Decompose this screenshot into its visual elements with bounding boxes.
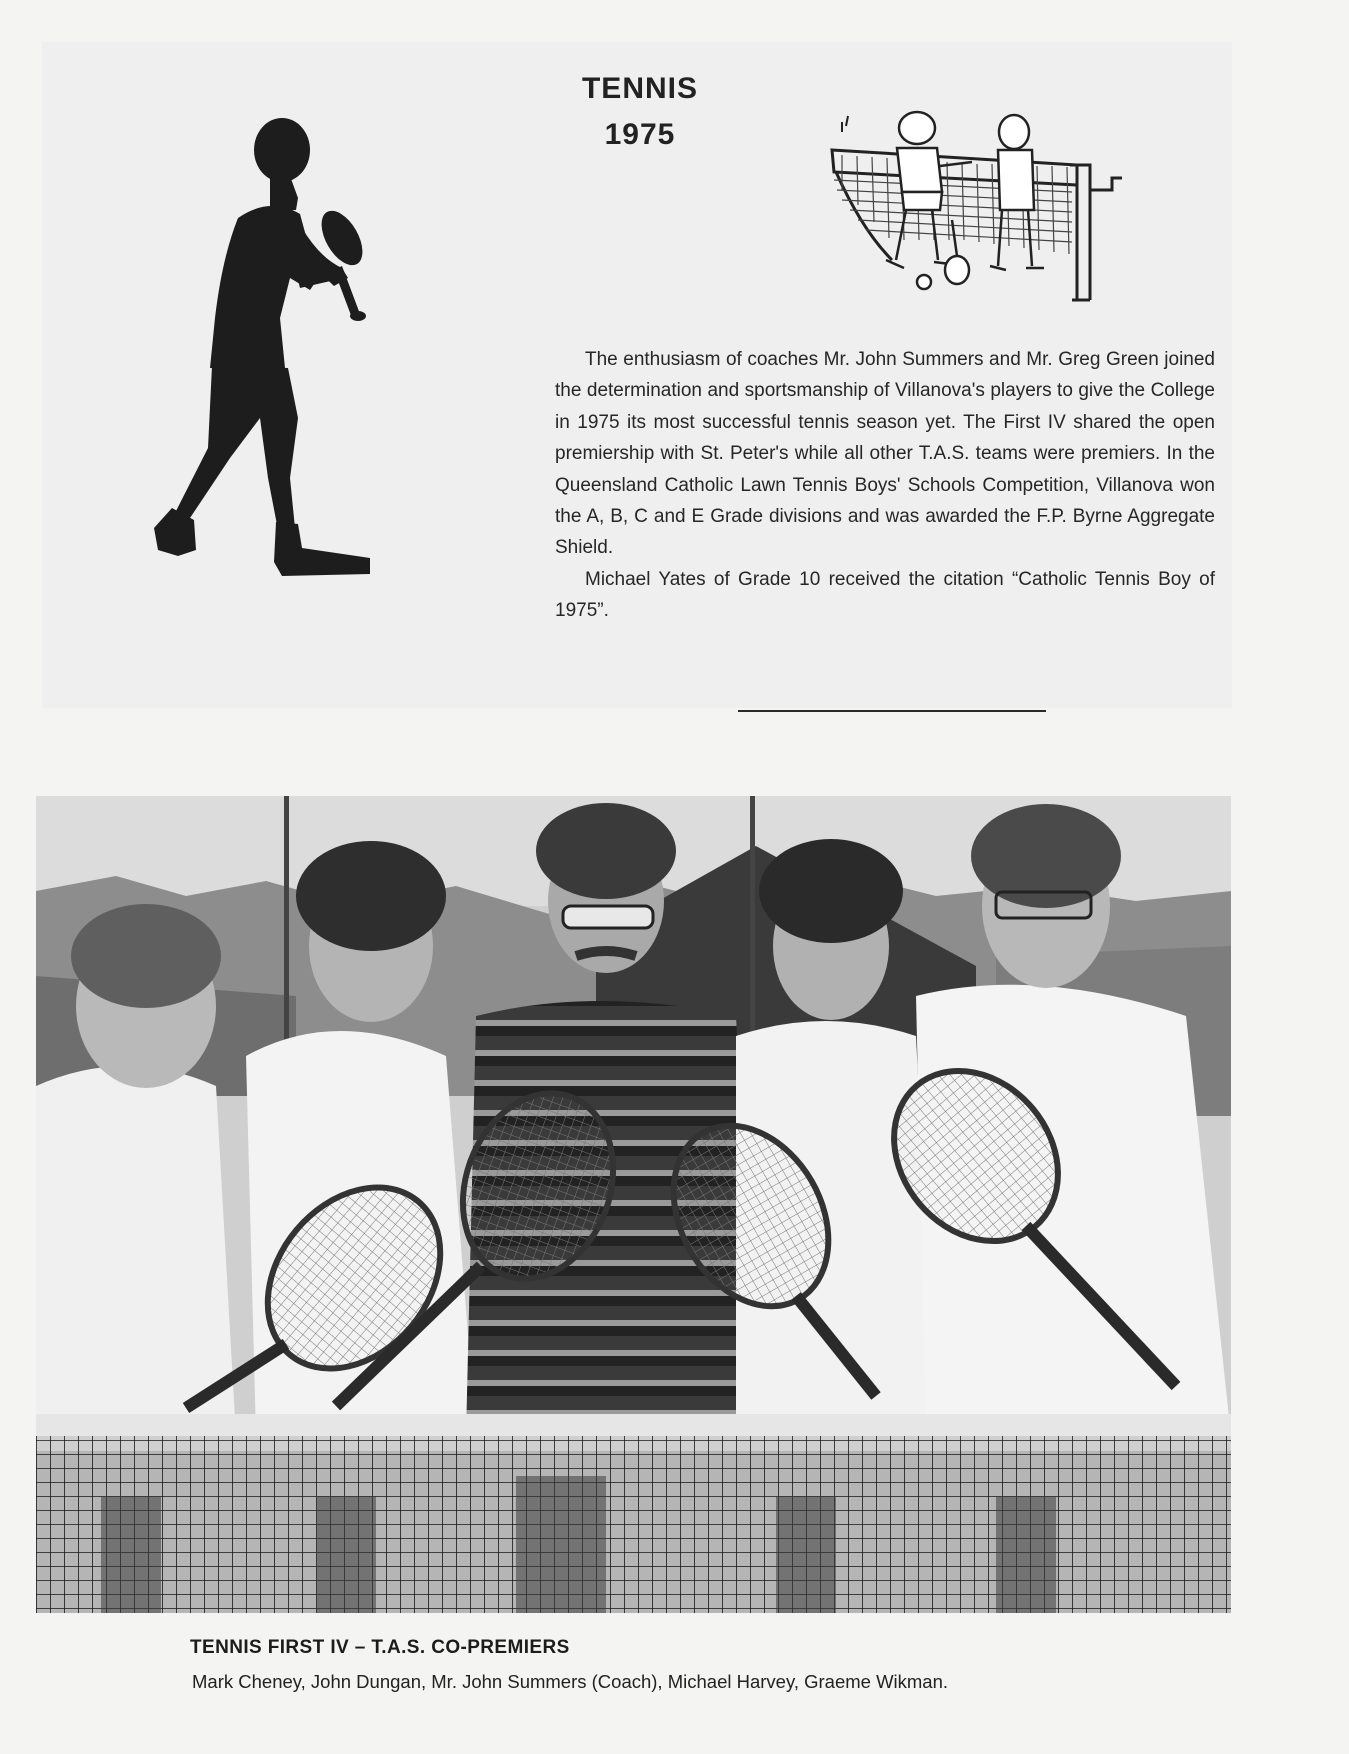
- tennis-player-silhouette-icon: [120, 118, 400, 578]
- article-paragraph-2: Michael Yates of Grade 10 received the citation “Catholic Tennis Boy of 1975”.: [555, 568, 1215, 622]
- team-photo: [36, 796, 1231, 1613]
- photo-caption-title: TENNIS FIRST IV – T.A.S. CO-PREMIERS: [190, 1637, 570, 1658]
- article-paragraph-1: The enthusiasm of coaches Mr. John Summers and Mr. Greg Green joined the determination and sportsmanship of Villanova's players to give the College in 1975 its most successful tennis season yet. The First IV shared the open premiership with St. Peter's while all other T.A.S. teams were premiers. In the Queensland Catholic Lawn Tennis Boys' Schools Competition, Villanova won the A, B, C and E Grade divisions and was awarded the F.P. Byrne Aggregate Shield.: [555, 349, 1215, 559]
- tennis-cartoon-icon: [822, 110, 1146, 310]
- photo-caption-names: Mark Cheney, John Dungan, Mr. John Summers (Coach), Michael Harvey, Graeme Wikman.: [192, 1671, 949, 1692]
- article-text: [555, 344, 1215, 627]
- title-line-2: 1975: [604, 118, 676, 151]
- title-line-1: TENNIS: [581, 72, 698, 105]
- page-title: [520, 66, 760, 158]
- section-divider: [738, 710, 1046, 712]
